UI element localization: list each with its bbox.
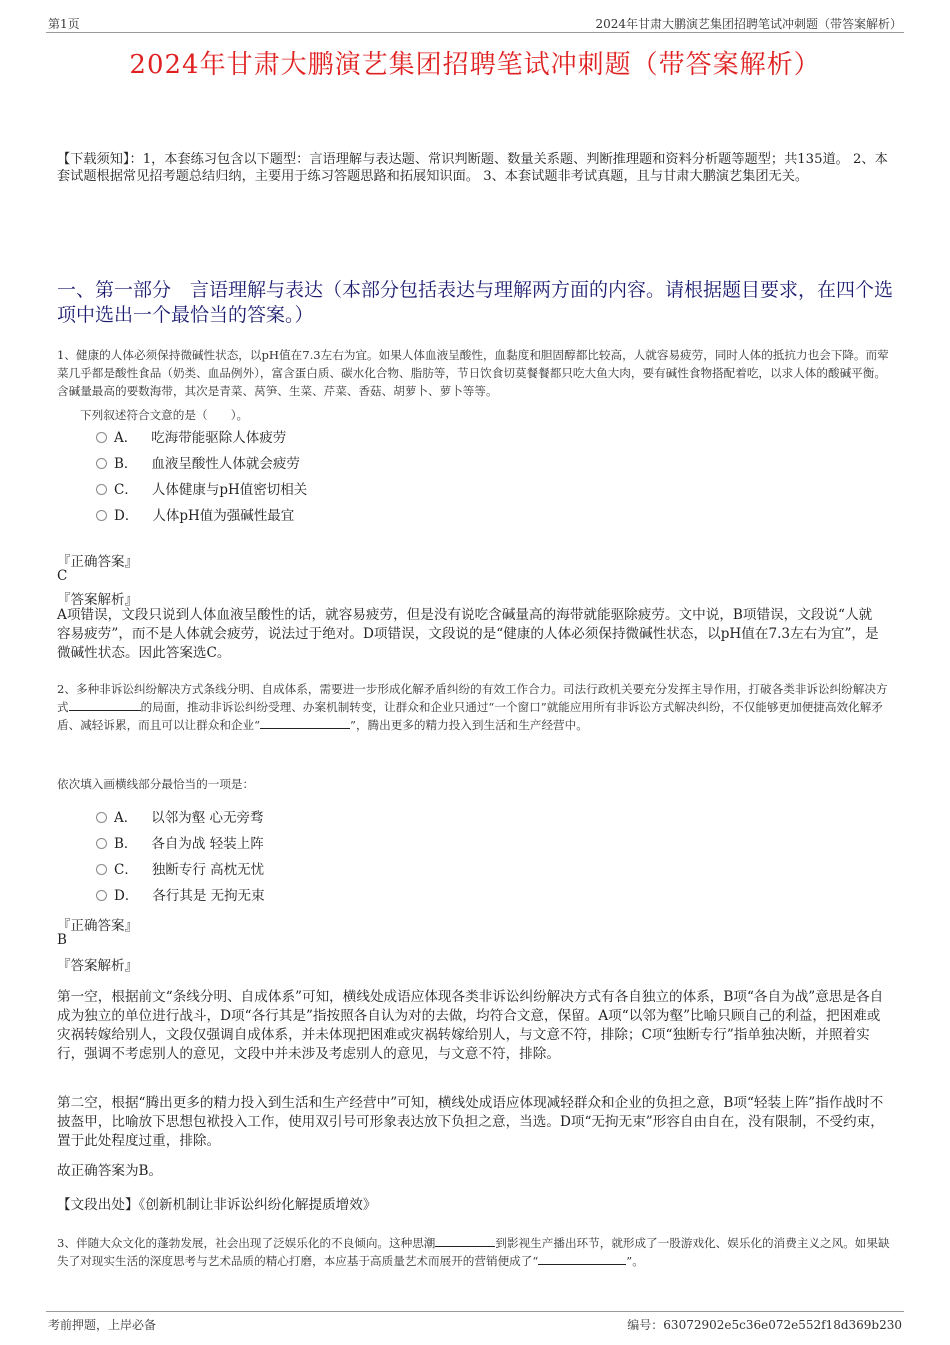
download-notice: 【下载须知】：1，本套练习包含以下题型：言语理解与表达题、常识判断题、数量关系题、判断推理题和资料分析题等题型；共135道。 2、本套试题根据常见招考题总结归纳，主要用于练习答题思路和拓展知识面。 3、本套试题非考试真题，且与甘肃大鹏演艺集团无关。 — [57, 152, 888, 184]
fill-blank — [260, 728, 350, 729]
option-letter: B． — [114, 836, 138, 852]
q2-text-part-3: ”，腾出更多的精力投入到生活和生产经营中。 — [350, 718, 588, 732]
q2-analysis-label: 『答案解析』 — [57, 958, 138, 974]
radio-icon[interactable] — [96, 838, 107, 849]
code-label: 编号： — [627, 1318, 664, 1332]
document-title: 2024年甘肃大鹏演艺集团招聘笔试冲刺题（带答案解析） — [129, 50, 821, 80]
option-letter: D． — [114, 508, 139, 524]
q2-analysis-conclusion: 故正确答案为B。 — [57, 1163, 163, 1179]
option-text: 各自为战 轻装上阵 — [151, 836, 264, 852]
option-text: 人体健康与pH值密切相关 — [151, 482, 308, 498]
section-heading: 一、第一部分 言语理解与表达（本部分包括表达与理解两方面的内容。请根据题目要求，在四个选项中选出一个最恰当的答案。） — [57, 279, 894, 326]
fill-blank — [69, 710, 141, 711]
q2-analysis-paragraph-2: 第二空，根据“腾出更多的精力投入到生活和生产经营中”可知，横线处成语应体现减轻群众和企业的负担之意，B项“轻装上阵”指作战时不披盔甲，比喻放下思想包袱投入工作，使用双引号可形象表达放下负担之意，当选。D项“无拘无束”形容自由自在，没有限制，不受约束，置于此处程度过重，排除。 — [57, 1095, 884, 1149]
option-text: 各行其是 无拘无束 — [152, 888, 265, 904]
option-text: 以邻为壑 心无旁骛 — [151, 810, 264, 826]
page-footer — [46, 1311, 904, 1332]
q2-option-a[interactable] — [96, 808, 264, 828]
question-3-text — [57, 1234, 897, 1270]
question-2-text — [57, 680, 897, 734]
q2-option-c[interactable] — [96, 860, 264, 880]
q1-analysis: A项错误，文段只说到人体血液呈酸性的话，就容易疲劳，但是没有说吃含碱量高的海带就能驱除疲劳。文中说，B项错误，文段说“人就容易疲劳”，而不是人体就会疲劳，说法过于绝对。D项错误，文段说的是“健康的人体必须保持微碱性状态，以pH值在7.3左右为宜”，是微碱性状态。因此答案选C。 — [57, 607, 879, 661]
question-1-stem: 下列叙述符合文意的是（ ）。 — [80, 408, 249, 422]
q1-answer-label: 『正确答案』 — [57, 554, 138, 570]
option-text: 吃海带能驱除人体疲劳 — [151, 430, 287, 446]
option-letter: A． — [114, 430, 138, 446]
option-letter: D． — [114, 888, 139, 904]
q1-option-a[interactable] — [96, 428, 286, 448]
footer-slogan: 考前押题，上岸必备 — [48, 1318, 157, 1332]
header-doc-title: 2024年甘肃大鹏演艺集团招聘笔试冲刺题（带答案解析） — [595, 17, 902, 31]
q2-option-b[interactable] — [96, 834, 264, 854]
q2-option-d[interactable] — [96, 886, 265, 906]
radio-icon[interactable] — [96, 812, 107, 823]
q1-option-d[interactable] — [96, 506, 294, 526]
fill-blank — [538, 1264, 626, 1265]
q2-source: 【文段出处】《创新机制让非诉讼纠纷化解提质增效》 — [57, 1197, 377, 1213]
q1-answer: C — [57, 568, 68, 584]
option-letter: B． — [114, 456, 138, 472]
q2-answer: B — [57, 932, 67, 948]
radio-icon[interactable] — [96, 458, 107, 469]
q1-analysis-label: 『答案解析』 — [57, 592, 138, 608]
q2-text-part-2: 的局面，推动非诉讼纠纷受理、办案机制转变，让群众和企业只通过“一个窗口”就能应用所有非诉讼方式解决纠纷，不仅能够更加便捷高效化解矛盾、减轻诉累，而且可以让群众和企业“ — [57, 700, 883, 732]
radio-icon[interactable] — [96, 484, 107, 495]
radio-icon[interactable] — [96, 864, 107, 875]
option-text: 独断专行 高枕无忧 — [151, 862, 265, 878]
radio-icon[interactable] — [96, 432, 107, 443]
q1-option-b[interactable] — [96, 454, 300, 474]
q3-text-part-3: ”。 — [626, 1254, 644, 1268]
q1-option-c[interactable] — [96, 480, 307, 500]
page-header — [46, 14, 904, 33]
fill-blank — [435, 1246, 495, 1247]
radio-icon[interactable] — [96, 890, 107, 901]
option-text: 人体pH值为强碱性最宜 — [152, 508, 295, 524]
q3-text-part-1: 3、伴随大众文化的蓬勃发展，社会出现了泛娱乐化的不良倾向。这种思潮 — [57, 1236, 436, 1250]
q2-answer-label: 『正确答案』 — [57, 918, 138, 934]
q2-text-part-1: 2、多种非诉讼纠纷解决方式条线分明、自成体系，需要进一步形成化解矛盾纠纷的有效工作合力。司法行政机关要充分发挥主导作用，打破各类非诉讼纠纷解决方式 — [57, 682, 888, 714]
option-text: 血液呈酸性人体就会疲劳 — [151, 456, 300, 472]
q3-text-part-2: 到影视生产播出环节，就形成了一股游戏化、娱乐化的消费主义之风。如果缺失了对现实生活的深度思考与艺术品质的精心打磨，本应基于高质量艺术而展开的营销便成了“ — [57, 1236, 890, 1268]
option-letter: C． — [114, 862, 138, 878]
question-1-text: 1、健康的人体必须保持微碱性状态，以pH值在7.3左右为宜。如果人体血液呈酸性，血黏度和胆固醇都比较高，人就容易疲劳，同时人体的抵抗力也会下降。而荤菜几乎都是酸性食品（奶类、血品例外），富含蛋白质、碳水化合物、脂肪等，节日饮食切莫餐餐都只吃大鱼大肉，要有碱性食物搭配着吃，以求人体的酸碱平衡。含碱量最高的要数海带，其次是青菜、莴笋、生菜、芹菜、香菇、胡萝卜、萝卜等等。 — [57, 348, 889, 398]
option-letter: C． — [114, 482, 138, 498]
page-number: 第1页 — [48, 17, 80, 31]
option-letter: A． — [114, 810, 138, 826]
document-code — [627, 1316, 902, 1333]
question-2-stem: 依次填入画横线部分最恰当的一项是： — [57, 777, 255, 791]
code-value: 63072902e5c36e072e552f18d369b230 — [663, 1318, 902, 1332]
q2-analysis-paragraph-1: 第一空，根据前文“条线分明、自成体系”可知，横线处成语应体现各类非诉讼纠纷解决方式有各自独立的体系，B项“各自为战”意思是各自成为独立的单位进行战斗，D项“各行其是”指按照各自认为对的去做，均符合文意，保留。A项“以邻为壑”比喻只顾自己的利益，把困难或灾祸转嫁给别人，文段仅强调自成体系，并未体现把困难或灾祸转嫁给别人，与文意不符，排除；C项“独断专行”指单独决断，并照着实行，强调不考虑别人的意见，文段中并未涉及考虑别人的意见，与文意不符，排除。 — [57, 989, 884, 1062]
radio-icon[interactable] — [96, 510, 107, 521]
